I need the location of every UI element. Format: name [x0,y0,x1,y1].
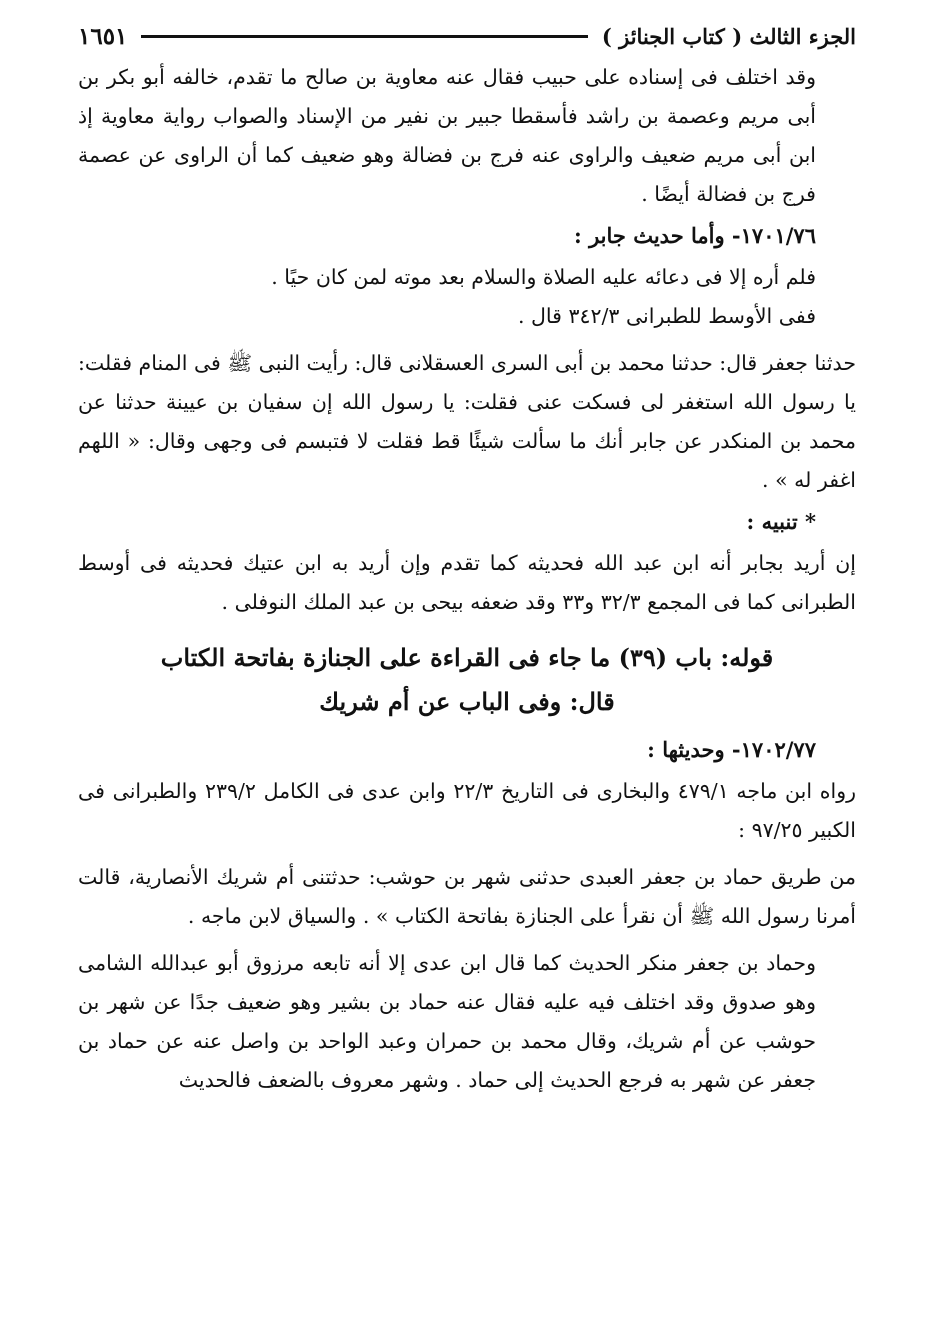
chapter-title: قوله: باب (٣٩) ما جاء فى القراءة على الجنازة بفاتحة الكتاب [160,643,774,672]
paragraph-awsat-ref: ففى الأوسط للطبرانى ٣٤٢/٣ قال . [517,304,816,328]
paragraph-dream-narration: حدثنا جعفر قال: حدثنا محمد بن أبى السرى العسقلانى قال: رأيت النبى ﷺ فى المنام فقلت: يا رسول الله استغفر لى فسكت عنى فقلت: يا رسول الله إن سفيان بن عيينة حدثنا عن محمد بن المنكدر عن جابر أنك ما سألت شيئًا قط فقلت لا فتبسم فى وجهى وقال: « اللهم اغفر له » . [78,351,856,492]
book-page [78,14,856,1325]
hadith-heading-umm-sharik: ١٧٠٢/٧٧- وحديثها : [647,737,816,762]
paragraph-hammad-assessment: وحماد بن جعفر منكر الحديث كما قال ابن عدى إلا أنه تابعه مرزوق أبو عبدالله الشامى وهو صدوق وقد اختلف فيه عليه فقال عنه حماد بن بشير وهو ضعيف جدًا عن شهر بن حوشب عن أم شريك، وقال محمد بن حمران وعبد الواحد بن واصل عنه عن حماد بن جعفر عن شهر به فرجع الحديث إلى حماد . وشهر معروف بالضعف فالحديث [78,951,816,1092]
page-number: ١٦٥١ [78,22,128,50]
running-header [78,14,856,58]
note-heading: * تنبيه : [746,509,816,534]
paragraph-chain: من طريق حماد بن جعفر العبدى حدثنى شهر بن حوشب: حدثتنى أم شريك الأنصارية، قالت أمرنا رسول الله ﷺ أن نقرأ على الجنازة بفاتحة الكتاب » . والسياق لابن ماجه . [78,865,856,928]
hadith-heading-jabir: ١٧٠١/٧٦- وأما حديث جابر : [574,223,816,248]
chapter-subtitle: قال: وفى الباب عن أم شريك [319,687,615,716]
paragraph-isnad-dispute: وقد اختلف فى إسناده على حبيب فقال عنه معاوية بن صالح ما تقدم، خالفه أبو بكر بن أبى مريم وعصمة بن راشد فأسقطا جبير بن نفير من الإسناد والصواب رواية معاوية إذ ابن أبى مريم ضعيف والراوى عنه فرج بن فضالة وهو ضعيف كما أن الراوى عن عصمة فرج بن فضالة أيضًا . [78,65,816,206]
paragraph-note: إن أريد بجابر أنه ابن عبد الله فحديثه كما تقدم وإن أريد به ابن عتيك فحديثه فى أوسط الطبرانى كما فى المجمع ٣٢/٣ و٣٣ وقد ضعفه بيحى بن عبد الملك النوفلى . [78,551,856,614]
paragraph-dua: فلم أره إلا فى دعائه عليه الصلاة والسلام بعد موته لمن كان حيًا . [271,265,816,289]
paragraph-sources: رواه ابن ماجه ٤٧٩/١ والبخارى فى التاريخ ٢٢/٣ وابن عدى فى الكامل ٢٣٩/٢ والطبرانى فى الكبير ٩٧/٢٥ : [78,779,856,842]
chapter-heading [78,636,856,724]
header-rule [141,35,587,38]
running-title: الجزء الثالث ( كتاب الجنائز ) [601,23,856,49]
